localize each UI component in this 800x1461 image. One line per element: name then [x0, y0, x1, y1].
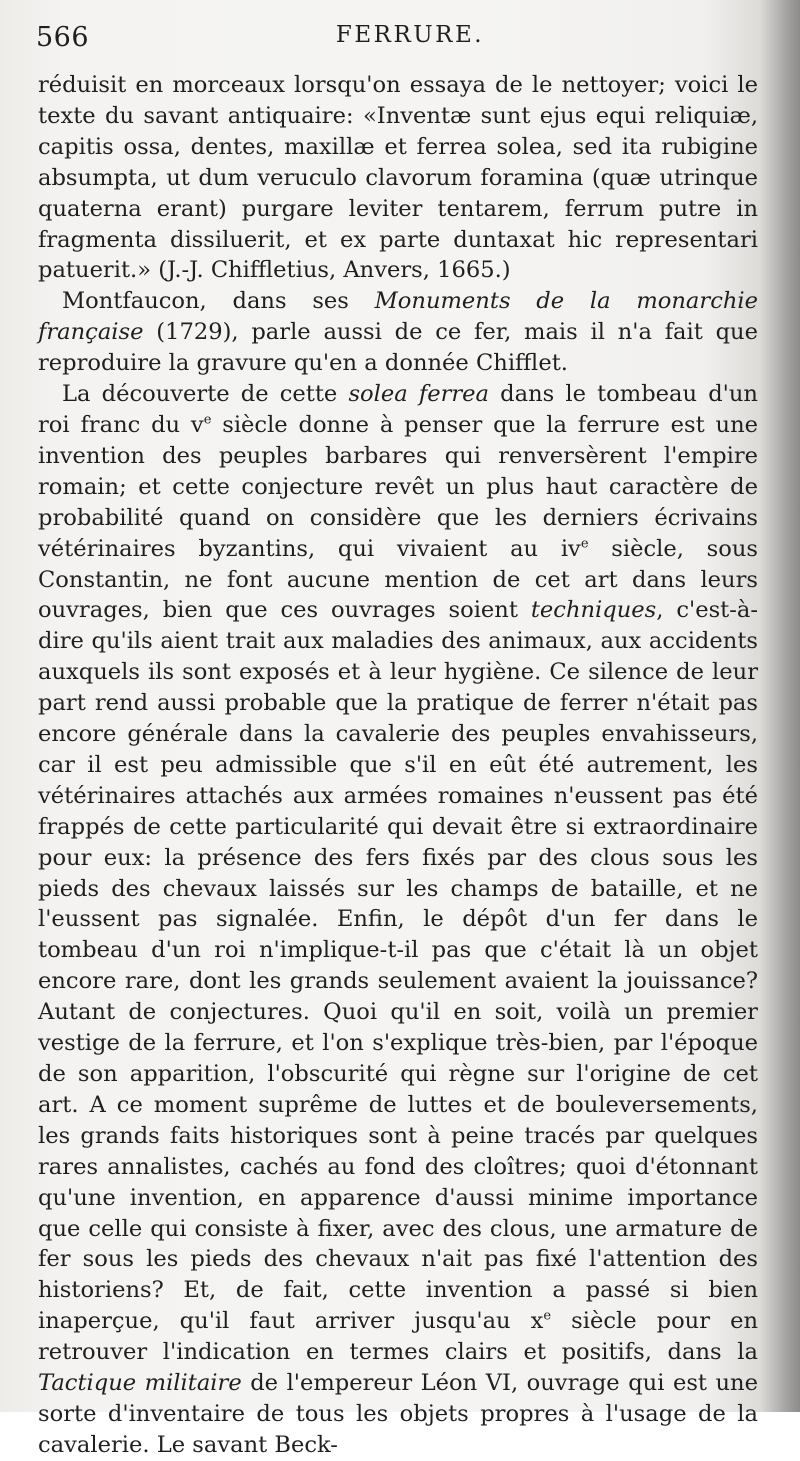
paragraph-continuation	[38, 70, 758, 286]
book-title: Tactique militaire	[38, 1370, 242, 1397]
running-title: FERRURE.	[335, 22, 485, 48]
century-superscript: e	[543, 1308, 552, 1324]
book-title: Monuments de la monarchie française	[38, 288, 758, 346]
text-run: siècle, sous Constantin, ne font aucune mention de cet art dans leurs ouvrages, bien que ces ouvrages soient	[38, 535, 758, 624]
text-run: La découverte de cette	[62, 381, 349, 408]
page-header	[36, 18, 756, 58]
latin-term: solea ferrea	[348, 381, 490, 408]
text-run: de l'empereur Léon VI, ouvrage qui est une sorte d'inventaire de tous les objets propres à l'usage de la cavalerie. Le savant Beck-	[38, 1370, 758, 1458]
text-run: siècle pour en retrouver l'indication en termes clairs et positifs, dans la	[38, 1308, 758, 1366]
century-superscript: e	[580, 536, 589, 552]
italic-word: techniques	[530, 597, 657, 624]
paragraph-decouverte	[38, 379, 758, 1461]
paragraph-montfaucon	[38, 286, 758, 379]
century-superscript: e	[203, 412, 212, 428]
text-run: réduisit en morceaux lorsqu'on essaya de le nettoyer; voici le texte du savant antiquaire: «Inventæ sunt ejus equi reliquiæ, capitis ossa, dentes, maxillæ et ferrea solea, sed ita rubigine absumpta, ut dum veruculo clavorum foramina (quæ utrinque quaterna erant) purgare leviter tentarem, ferrum putre in fragmenta dissiluerit, et ex parte duntaxat hic representari patuerit.» (J.-J. Chiffletius, Anvers, 1665.)	[38, 72, 758, 284]
page-number: 566	[36, 22, 90, 53]
text-run: , c'est-à-dire qu'ils aient trait aux maladies des animaux, aux accidents auxquels ils sont exposés et à leur hygiène. Ce silence de leur part rend aussi probable que la pratique de ferrer n'était pas encore générale dans la cavalerie des peuples envahisseurs, car il est peu admissible que s'il en eût été autrement, les vétérinaires attachés aux armées romaines n'eussent pas été frappés de cette particularité qui devait être si extraordinaire pour eux: la présence des fers fixés par des clous sous les pieds des chevaux laissés sur les champs de bataille, et ne l'eussent pas signalée. Enfin, le dépôt d'un fer dans le tombeau d'un roi n'implique-t-il pas que c'était là un objet encore rare, dont les grands seulement avaient la jouissance? Autant de conjectures. Quoi qu'il en soit, voilà un premier vestige de la ferrure, et l'on s'explique très-bien, par l'époque de son apparition, l'obscurité qui règne sur l'origine de cet art. A ce moment suprême de luttes et de bouleversements, les grands faits historiques sont à peine tracés par quelques rares annalistes, cachés au fond des cloîtres; quoi d'étonnant qu'une invention, en apparence d'aussi minime importance que celle qui consiste à fixer, avec des clous, une armature de fer sous les pieds des chevaux n'ait pas fixé l'attention des historiens? Et, de fait, cette invention a passé si bien inaperçue, qu'il faut arriver jusqu'au x	[38, 597, 758, 1335]
text-run: siècle donne à penser que la ferrure est une invention des peuples barbares qui renversèrent l'empire romain; et cette conjecture revêt un plus haut caractère de probabilité quand on considère que les derniers écrivains vétérinaires byzantins, qui vivaient au iv	[38, 411, 758, 562]
body-text	[38, 70, 758, 1461]
text-run: dans le tombeau d'un roi franc du v	[38, 381, 758, 438]
text-run: Montfaucon, dans ses	[62, 288, 375, 315]
text-run: (1729), parle aussi de ce fer, mais il n'a fait que reproduire la gravure qu'en a donnée Chifflet.	[38, 319, 758, 377]
